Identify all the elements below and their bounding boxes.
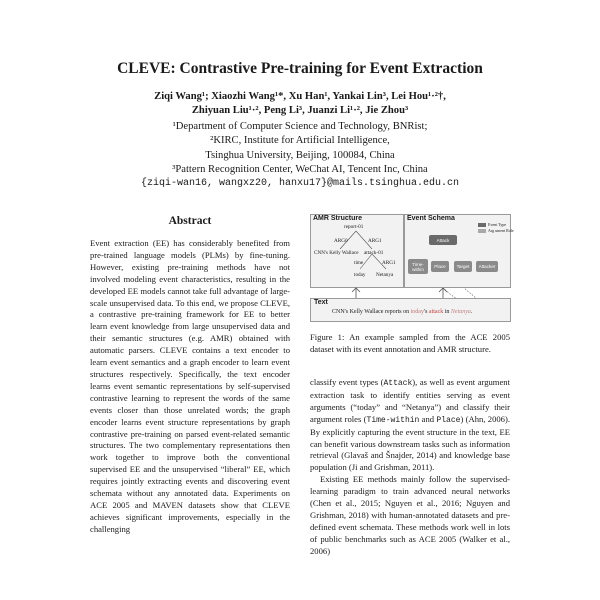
schema-node-time-within: Time-within (408, 259, 428, 274)
amr-edge-arg1: ARG1 (368, 238, 382, 244)
amr-edge-arg0: ARG0 (334, 238, 348, 244)
intro-body (310, 377, 510, 558)
amr-edge-arg1b: ARG1 (382, 260, 396, 266)
text-panel-title: Text (314, 299, 328, 306)
affiliation-line: Tsinghua University, Beijing, 100084, China (205, 149, 395, 161)
intro-paragraph-1 (310, 377, 510, 474)
paper-title: CLEVE: Contrastive Pre-training for Event Extraction (117, 60, 483, 77)
amr-edge-time: time (354, 260, 364, 266)
author-line-1: Ziqi Wang¹; Xiaozhi Wang¹*, Xu Han¹, Yankai Lin³, Lei Hou¹·²†, (154, 91, 446, 102)
amr-node-today: today (354, 272, 366, 278)
abstract-body (90, 238, 290, 536)
legend-arg-role-swatch (478, 229, 486, 233)
amr-node-netanya: Netanya (376, 272, 394, 278)
abstract-text: Event extraction (EE) has considerably benefited from pre-trained language models (PLMs) by fine-tuning. However, existing pre-training methods have not involved modeling event characteristics, resulting in the developed EE models cannot take full advantage of large-scale unsupervised data. To this end, we propose CLEVE, a contrastive pre-training framework for EE to better learn event knowledge from large unsupervised data and their semantic structures (e.g. AMR) obtained with automatic parsers. CLEVE contains a text encoder to learn event semantics and a graph encoder to learn event structures respectively. Specifically, the text encoder learns event semantic representations by self-supervised contrastive learning to represent the words of the same events closer than those unrelated words; the graph encoder learns event structure representations by graph contrastive pre-training on parsed event-related semantic structures. The two complementary representations then work together to improve both the conventional supervised EE and the unsupervised “liberal” EE, which requires jointly extracting events and discovering event schemata without any annotated data. Experiments on ACE 2005 and MAVEN datasets show that CLEVE achieves significant improvements, especially in the challenging (90, 238, 290, 534)
sentence-attack: attack (428, 309, 444, 315)
schema-node-place: Place (431, 261, 449, 272)
code-attack: Attack (383, 379, 413, 388)
sentence-today: today (410, 309, 424, 315)
sentence-part: in (443, 309, 451, 315)
figure-1 (310, 214, 514, 322)
schema-node-attacker: Attacker (476, 261, 498, 272)
text-run: classify event types ( (310, 377, 384, 387)
text-run: ), as well as event argument extraction task to identify entities serving as event arguments (“today” and “Netanya”) and classify their argument roles ( (310, 377, 510, 424)
text-run: and (419, 413, 437, 424)
code-place: Place (436, 415, 461, 425)
sentence-netanya: Netanya (450, 309, 471, 315)
amr-node-cnn: CNN's Kelly Wallace (314, 250, 359, 256)
amr-node-attack: attack-01 (364, 250, 384, 256)
affiliations (0, 120, 600, 178)
affiliation-line: ³Pattern Recognition Center, WeChat AI, Tencent Inc, China (172, 164, 428, 176)
author-line-2: Zhiyuan Liu¹·², Peng Li³, Juanzi Li¹·², Jie Zhou³ (191, 105, 409, 116)
schema-node-attack: Attack (429, 235, 457, 245)
author-list (0, 90, 600, 118)
sentence-part: . (470, 309, 473, 315)
code-time-within: Time-within (366, 415, 420, 425)
example-sentence (332, 309, 472, 315)
affiliation-line: ²KIRC, Institute for Artificial Intelligence, (210, 135, 390, 147)
author-emails[interactable]: {ziqi-wan16, wangxz20, hanxu17}@mails.tsinghua.edu.cn (140, 178, 460, 189)
amr-panel-title: AMR Structure (313, 215, 363, 222)
legend-event-type: Event Type (488, 222, 507, 227)
sentence-part: CNN's Kelly Wallace reports on (332, 309, 411, 315)
abstract-heading: Abstract (168, 215, 212, 227)
schema-panel-title: Event Schema (407, 215, 455, 222)
sentence-part: 's (423, 309, 429, 315)
legend-event-type-swatch (478, 223, 486, 227)
intro-paragraph-2: Existing EE methods mainly follow the supervised-learning paradigm to train advanced neural networks (Chen et al., 2015; Nguyen et al., 2016; Nguyen and Grishman, 2018) with human-annotated datasets and pre-defined event schemata. These methods work well in lots of public benchmarks such as ACE 2005 (Walker et al., 2006) (310, 474, 510, 556)
text-run: ) (Ahn, 2006). By explicitly capturing the event structure in the text, EE can benefit various downstream tasks such as information retrieval (Glavaš and Šnajder, 2014) and knowledge base population (Ji and Grishman, 2011). (310, 413, 510, 473)
amr-node-report: report-01 (344, 224, 364, 230)
schema-node-target: Target (454, 261, 472, 272)
affiliation-line: ¹Department of Computer Science and Technology, BNRist; (172, 121, 428, 132)
legend-arg-role: Arg ument Role (488, 228, 514, 233)
figure-caption: Figure 1: An example sampled from the ACE 2005 dataset with its event annotation and AMR structure. (310, 332, 510, 354)
